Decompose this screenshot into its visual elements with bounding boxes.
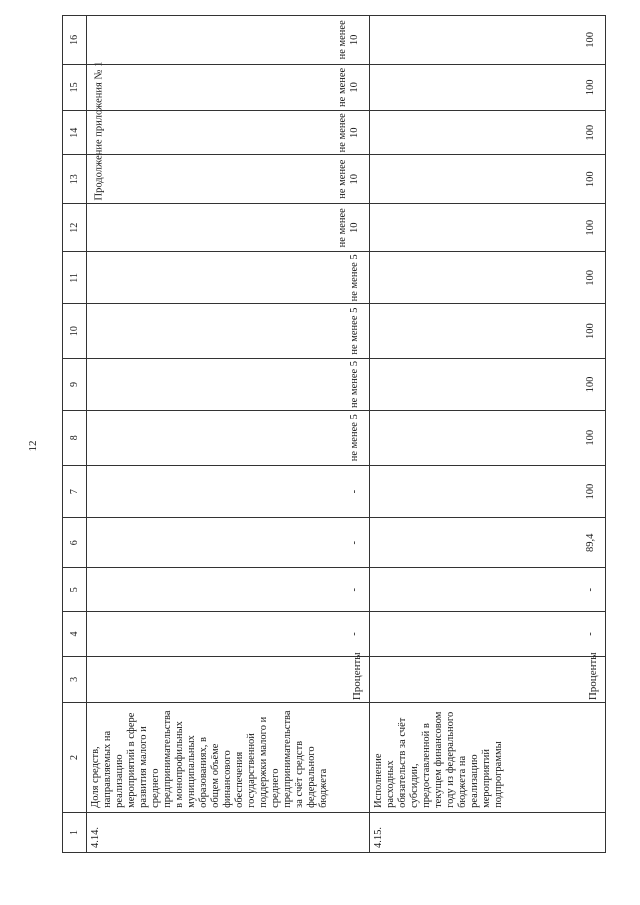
value-cell: не менее 10: [87, 64, 370, 110]
header-row: [63, 16, 87, 853]
column-header: 15: [63, 64, 87, 110]
value-cell: 100: [370, 359, 606, 411]
value-cell: не менее 10: [87, 155, 370, 204]
value-cell: -: [87, 568, 370, 612]
value-cell: не менее 5: [87, 410, 370, 465]
column-header: 6: [63, 518, 87, 568]
page-number: 12: [27, 440, 39, 452]
indicator-name: Исполнение расходных обязательств за счёт субсидии, предоставленной в текущем финансовом году из федерального бюджета на реализацию мероприятий подпрограммы: [370, 703, 606, 813]
value-cell: не менее 5: [87, 359, 370, 411]
value-cell: -: [370, 568, 606, 612]
column-header: 3: [63, 656, 87, 702]
value-cell: не менее 10: [87, 16, 370, 65]
column-header: 12: [63, 203, 87, 252]
value-cell: 100: [370, 155, 606, 204]
column-header: 4: [63, 612, 87, 656]
unit-cell: Проценты: [370, 656, 606, 702]
value-cell: не менее 10: [87, 111, 370, 155]
value-cell: не менее 10: [87, 203, 370, 252]
value-cell: не менее 5: [87, 304, 370, 359]
row-number: 4.15.: [370, 812, 606, 852]
value-cell: 100: [370, 203, 606, 252]
column-header: 8: [63, 410, 87, 465]
column-header: 13: [63, 155, 87, 204]
table-row: [87, 16, 370, 853]
value-cell: 100: [370, 16, 606, 65]
column-header: 16: [63, 16, 87, 65]
indicator-name: Доля средств, направляемых на реализацию мероприятий в сфере развития малого и среднего предпринимательства в монопрофильных муниципальных образованиях, в общем объёме финансового обеспечения государственной поддержки малого и среднего предпринимательства за счёт средств федерального бюджета: [87, 703, 370, 813]
value-cell: -: [87, 518, 370, 568]
value-cell: 89,4: [370, 518, 606, 568]
value-cell: -: [87, 612, 370, 656]
column-header: 9: [63, 359, 87, 411]
value-cell: 100: [370, 465, 606, 518]
value-cell: 100: [370, 410, 606, 465]
value-cell: 100: [370, 304, 606, 359]
row-number: 4.14.: [87, 812, 370, 852]
column-header: 7: [63, 465, 87, 518]
column-header: 2: [63, 703, 87, 813]
appendix-caption: Продолжение приложения № 1: [93, 61, 105, 201]
value-cell: 100: [370, 252, 606, 304]
value-cell: -: [87, 465, 370, 518]
column-header: 1: [63, 812, 87, 852]
value-cell: 100: [370, 64, 606, 110]
value-cell: 100: [370, 111, 606, 155]
unit-cell: Проценты: [87, 656, 370, 702]
rotated-table-container: [62, 15, 599, 853]
column-header: 5: [63, 568, 87, 612]
table-row: [370, 16, 606, 853]
indicators-table: [62, 15, 606, 853]
value-cell: не менее 5: [87, 252, 370, 304]
column-header: 10: [63, 304, 87, 359]
value-cell: -: [370, 612, 606, 656]
column-header: 14: [63, 111, 87, 155]
column-header: 11: [63, 252, 87, 304]
